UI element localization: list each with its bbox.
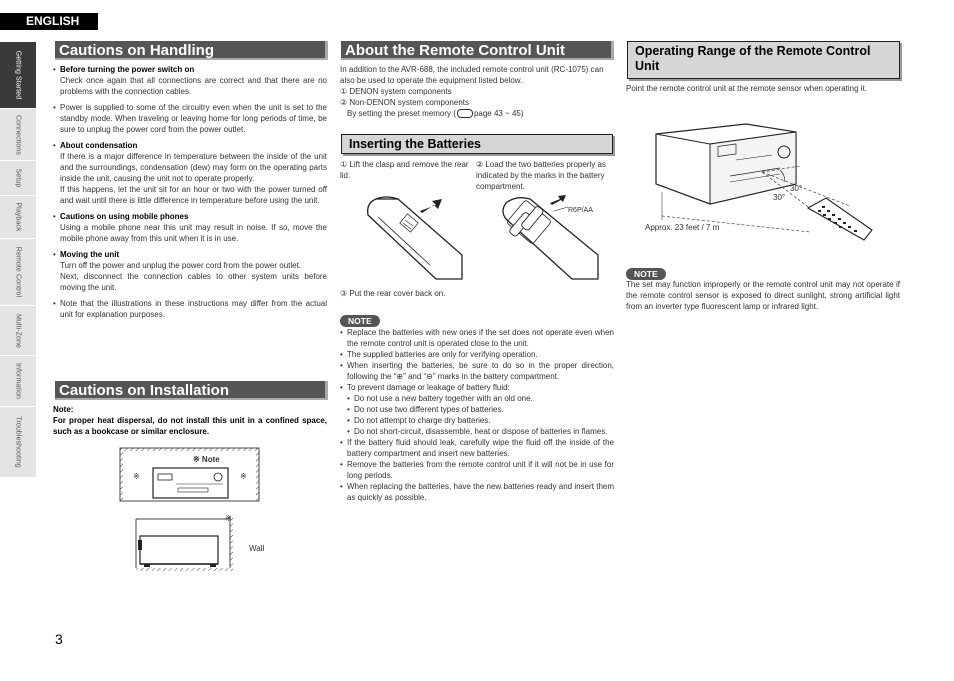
angle-label-2: 30° (773, 193, 786, 202)
power-switch-heading: Before turning the power switch on (60, 65, 195, 74)
range-note-badge: NOTE (626, 264, 666, 282)
condensation-heading: About condensation (60, 141, 138, 150)
battery-note-item: • If the battery fluid should leak, carefully wipe the fluid off the inside of the battery compartment and insert new batteries. (340, 437, 614, 459)
side-tab-playback[interactable]: Playback (0, 196, 36, 239)
handling-section (53, 64, 327, 320)
battery-sub-note: • Do not short-circuit, disassemble, heat or dispose of batteries in flames. (347, 426, 614, 437)
condensation-text-1: If there is a major difference in temperature between the inside of the unit and the surroundings, condensation (dew) may form on the operating parts inside the unit, causing the unit not to operate properly. (60, 152, 327, 183)
side-navigation (0, 42, 36, 478)
side-tab-information[interactable]: Information (0, 356, 36, 407)
installation-figure (118, 446, 278, 576)
range-note-text: The set may function improperly or the remote control unit may not operate if the remote control sensor is exposed to direct sunlight, strong artificial light from an inverter type fluorescent lamp or infrared light. (626, 280, 900, 311)
standby-text: • Power is supplied to some of the circuitry even when the unit is set to the standby mode. When traveling or leaving home for long periods of time, be sure to unplug the power cord from the power outlet. (53, 102, 327, 135)
installation-note-text: For proper heat dispersal, do not install this unit in a confined space, such as a bookcase or similar enclosure. (53, 416, 327, 436)
remote-item-1: ① DENON system components (340, 87, 452, 96)
installation-section (53, 404, 327, 437)
figure-note-label: ※ Note (193, 455, 220, 464)
angle-label-1: 30° (790, 184, 803, 193)
battery-type-label: R6P/AA (568, 207, 593, 214)
illustration-note: • Note that the illustrations in these instructions may differ from the actual unit for explanation purposes. (53, 298, 327, 320)
batteries-note-badge: NOTE (340, 311, 380, 329)
preset-memory-ref: page 43 ~ 45) (473, 109, 524, 118)
side-tab-remote-control[interactable]: Remote Control (0, 239, 36, 306)
page-number: 3 (55, 631, 63, 647)
side-tab-multi-zone[interactable]: Multi-Zone (0, 306, 36, 356)
battery-sub-note: • Do not use a new battery together with an old one. (347, 393, 614, 404)
battery-note-item: • The supplied batteries are only for verifying operation. (340, 349, 614, 360)
power-switch-text: Check once again that all connections are correct and that there are no problems with the connection cables. (60, 76, 327, 96)
side-tab-connections[interactable]: Connections (0, 109, 36, 161)
batteries-notes (340, 327, 614, 503)
battery-note-item: • Remove the batteries from the remote control unit if it will not be in use for long periods. (340, 459, 614, 481)
remote-intro: In addition to the AVR-688, the included remote control unit (RC-1075) can also be used to operate the equipment listed below. (340, 65, 604, 85)
battery-sub-note: • Do not use two different types of batteries. (347, 404, 614, 415)
installation-heading: Cautions on Installation (55, 381, 328, 400)
side-tab-troubleshooting[interactable]: Troubleshooting (0, 407, 36, 478)
battery-step-1: ① Lift the clasp and remove the rear lid. (340, 160, 469, 180)
batteries-heading: Inserting the Batteries (341, 134, 613, 154)
battery-note-item: • When replacing the batteries, have the new batteries ready and insert them as quickly as possible. (340, 481, 614, 503)
condensation-text-2: If this happens, let the unit sit for an hour or two with the power turned off and wait until there is little difference in temperature before using the unit. (60, 185, 327, 205)
installation-note-label: Note: (53, 405, 74, 414)
range-intro: Point the remote control unit at the remote sensor when operating it. (626, 84, 868, 93)
moving-text-2: Next, disconnect the connection cables to other system units before moving the unit. (60, 272, 327, 292)
figure-wall-label: Wall (249, 544, 265, 553)
remote-rear-lid-figure (358, 193, 468, 283)
figure-mark-side: ※ (225, 514, 232, 523)
remote-heading: About the Remote Control Unit (341, 41, 614, 60)
battery-note-item: • Replace the batteries with new ones if the set does not operate even when the remote control unit is operated close to the unit. (340, 327, 614, 349)
language-label: ENGLISH (0, 13, 98, 30)
handling-heading: Cautions on Handling (55, 41, 328, 60)
mobile-heading: Cautions on using mobile phones (60, 212, 189, 221)
battery-note-item: • When inserting the batteries, be sure to do so in the proper direction, following the “⊕” and “⊖” marks in the battery compartment. (340, 360, 614, 382)
range-heading: Operating Range of the Remote Control Unit (627, 41, 900, 79)
side-tab-setup[interactable]: Setup (0, 161, 36, 196)
mobile-text: Using a mobile phone near this unit may result in noise. If so, move the mobile phone away from this unit when it is in use. (60, 223, 327, 243)
moving-text-1: Turn off the power and unplug the power cord from the power outlet. (60, 261, 302, 270)
remote-section (340, 64, 614, 119)
remote-item-2: ② Non-DENON system components (340, 98, 469, 107)
preset-memory-text: By setting the preset memory ( (347, 109, 456, 118)
figure-mark-left: ※ (133, 472, 140, 481)
battery-step-3: ③ Put the rear cover back on. (340, 289, 446, 298)
figure-mark-right: ※ (240, 472, 247, 481)
battery-sub-note: • Do not attempt to charge dry batteries. (347, 415, 614, 426)
battery-step-2: ② Load the two batteries properly as indicated by the marks in the battery compartment. (476, 160, 606, 191)
side-tab-getting-started[interactable]: Getting Started (0, 42, 36, 109)
battery-note-item: • To prevent damage or leakage of battery fluid: (340, 382, 614, 393)
moving-heading: Moving the unit (60, 250, 120, 259)
page-reference-icon (457, 109, 473, 118)
distance-label: Approx. 23 feet / 7 m (645, 223, 720, 232)
